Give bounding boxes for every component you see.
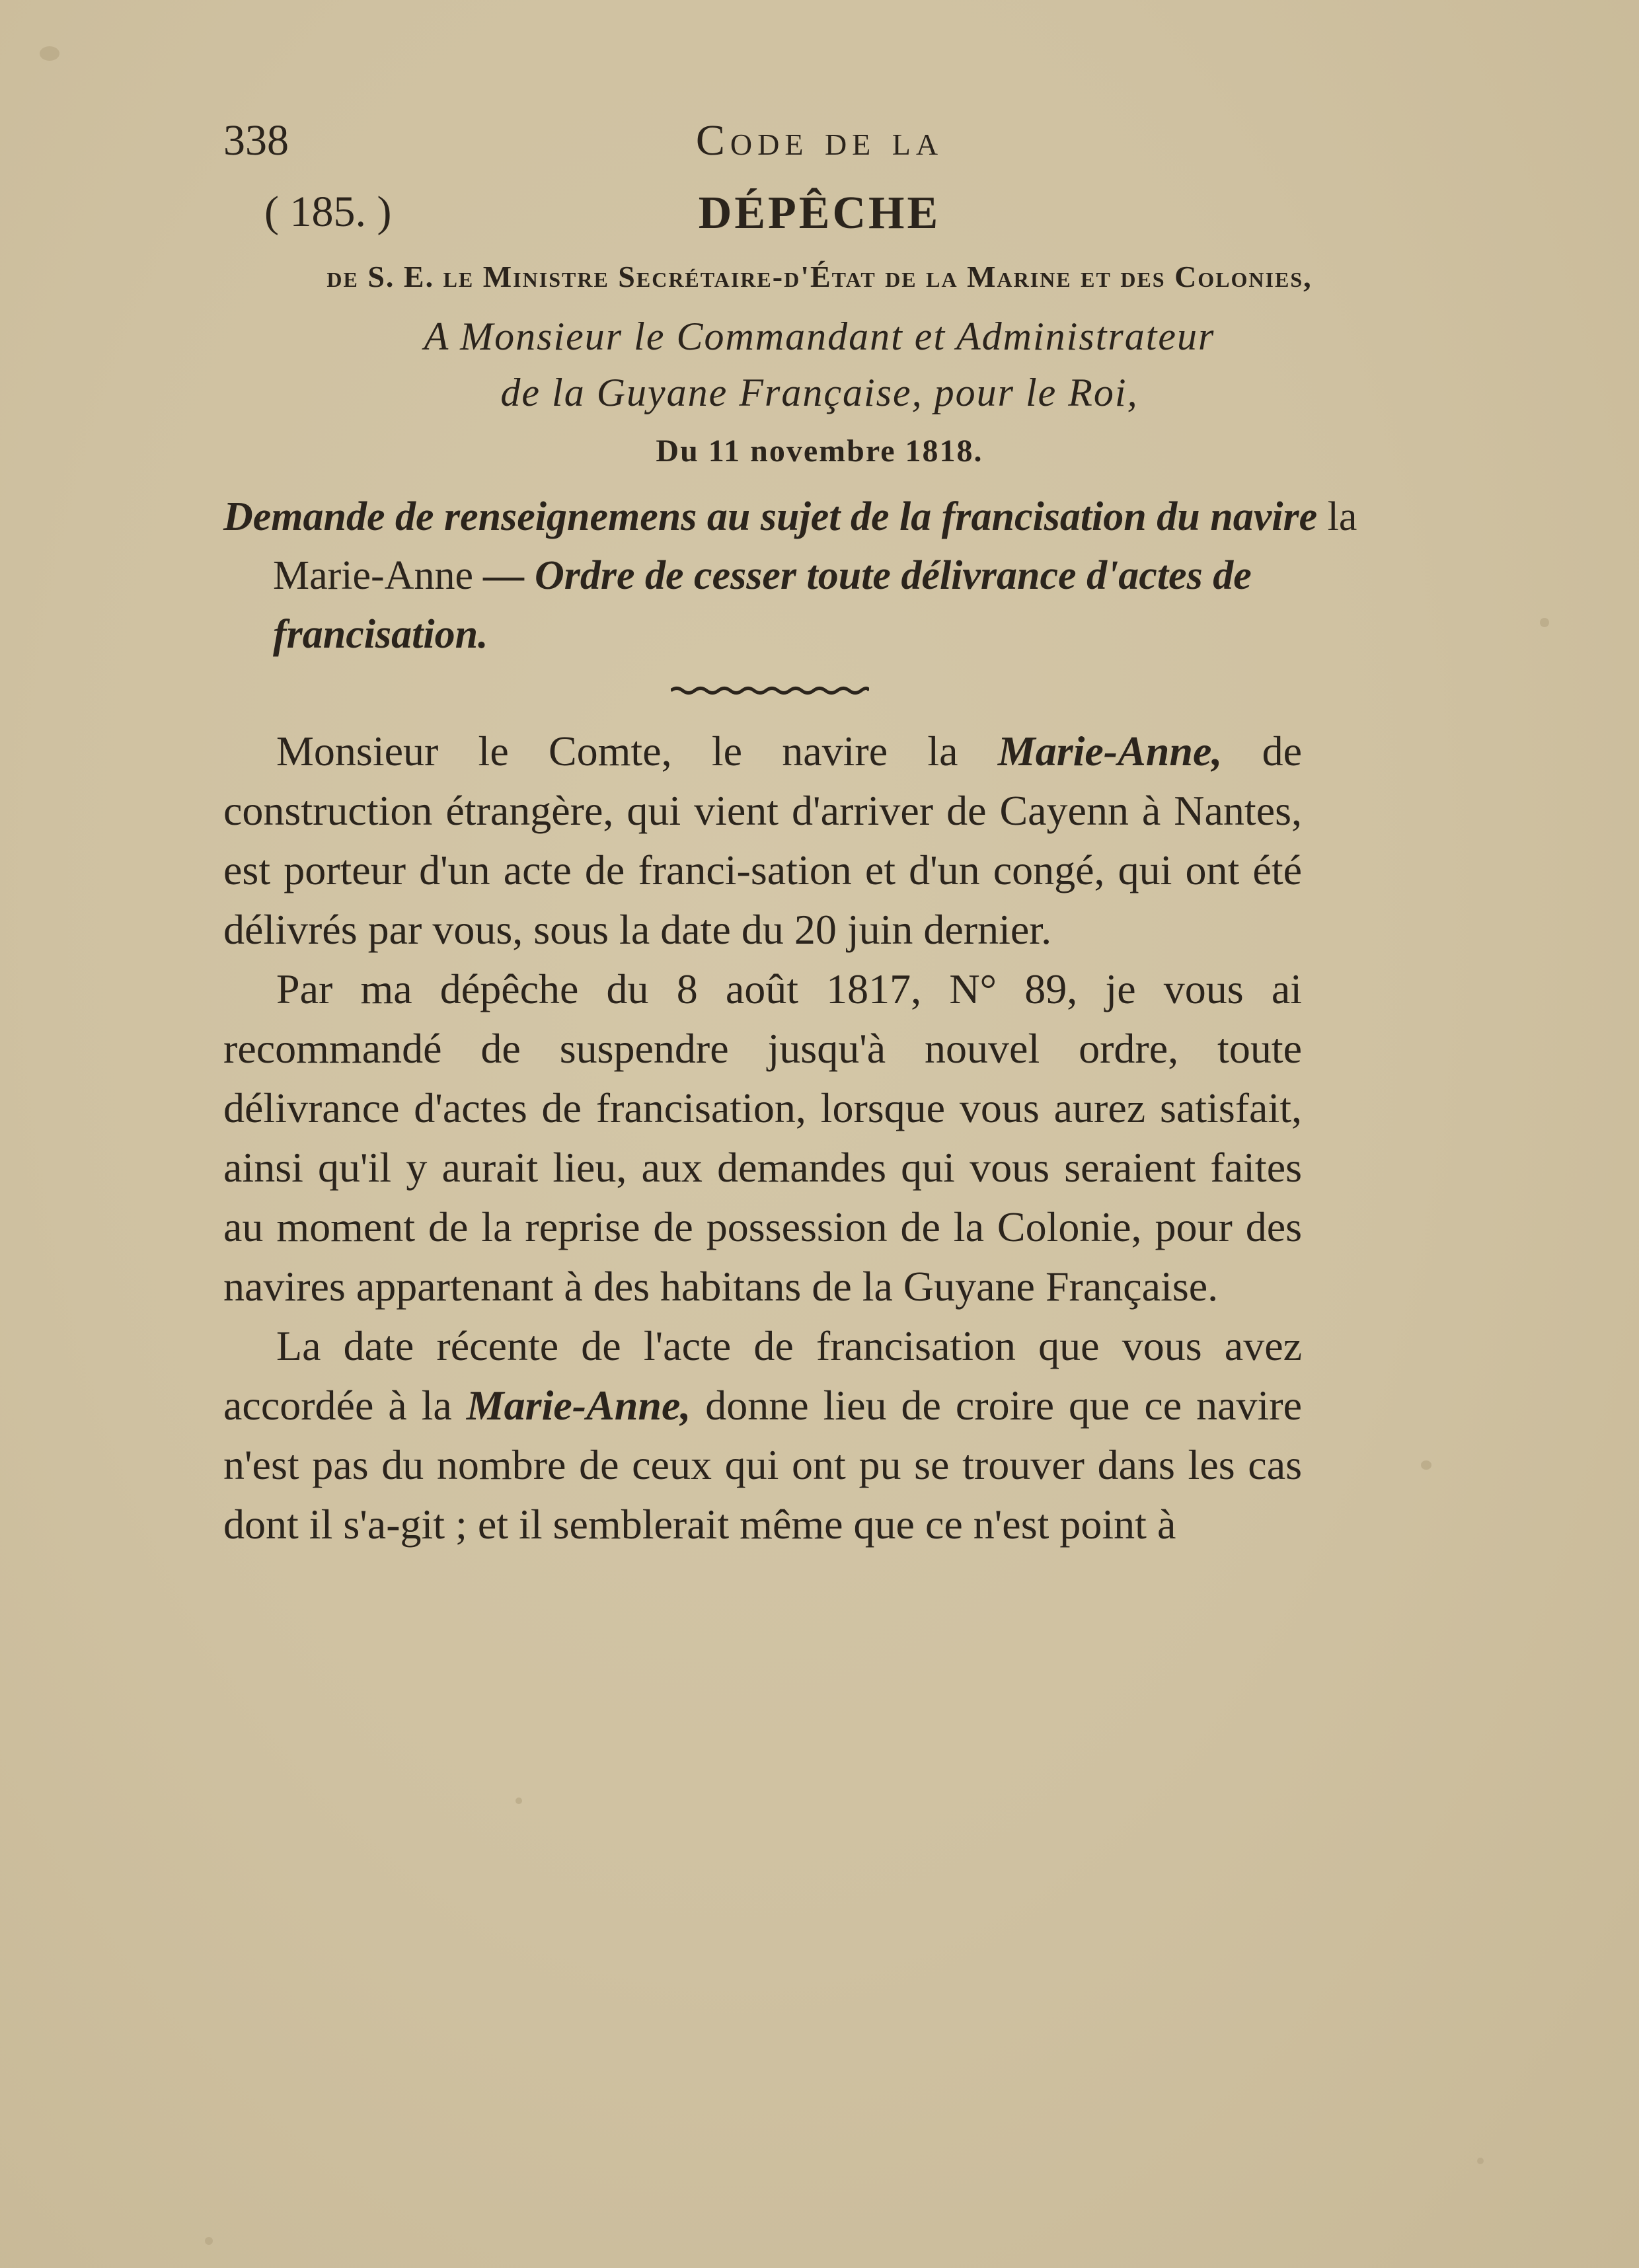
document-address-line-1: A Monsieur le Commandant et Administrateur [424, 315, 1215, 358]
document-number: ( 185. ) [264, 188, 392, 236]
ship-name: Marie-Anne, [997, 728, 1223, 775]
summary-ship-name: la Marie-Anne [273, 494, 1357, 598]
paper-speck [1477, 2158, 1484, 2164]
paragraph-1 [223, 722, 1302, 960]
paper-speck [1421, 1460, 1431, 1470]
paragraph-1-text-b: de construction étrangère, qui vient d'arriver de Cayenn à Nantes, est porteur d'un acte de franci-sation et d'un congé, qui ont été délivrés par vous, sous la date du 20 juin dernier. [223, 728, 1303, 953]
page-number: 338 [223, 116, 289, 165]
paper-speck [205, 2237, 213, 2245]
paper-speck [515, 1797, 522, 1804]
paragraph-3-text-a: La date récente de l'acte de francisation que vous avez accordée à la [223, 1322, 1302, 1429]
paragraph-1-text-a: Monsieur le Comte, le navire la [276, 728, 998, 775]
document-date: Du 11 novembre 1818. [656, 434, 983, 469]
document-summary [223, 488, 1358, 664]
document-sender: de S. E. le Ministre Secrétaire-d'État de la Marine et des Colonies, [326, 260, 1313, 293]
paragraph-2: Par ma dépêche du 8 août 1817, N° 89, je vous ai recommandé de suspendre jusqu'à nouvel ordre, toute délivrance d'actes de francisation, lorsque vous aurez satisfait, ainsi qu'il y aurait lieu, aux demandes qui vous seraient faites au moment de la reprise de possession de la Colonie, pour des navires appartenant à des habitans de la Guyane Française. [223, 965, 1302, 1310]
paragraph-3-text-b: donne lieu de croire que ce navire n'est pas du nombre de ceux qui ont pu se trouver dans les cas dont il s'a-git ; et il semblerait même que ce n'est point à [223, 1382, 1303, 1548]
summary-part-2: — Ordre de cesser toute délivrance d'actes de francisation. [273, 553, 1252, 657]
ornamental-rule [671, 686, 869, 695]
paragraph-3 [223, 1316, 1302, 1554]
document-title: DÉPÊCHE [698, 188, 941, 239]
paper-speck [1540, 618, 1549, 627]
document-address-line-2: de la Guyane Française, pour le Roi, [500, 371, 1139, 414]
summary-part-1: Demande de renseignemens au sujet de la francisation du navire [223, 494, 1318, 539]
paper-speck [40, 46, 59, 61]
ship-name: Marie-Anne, [466, 1382, 691, 1429]
letter-body [223, 722, 1302, 1554]
running-title: Code de la [695, 116, 944, 165]
